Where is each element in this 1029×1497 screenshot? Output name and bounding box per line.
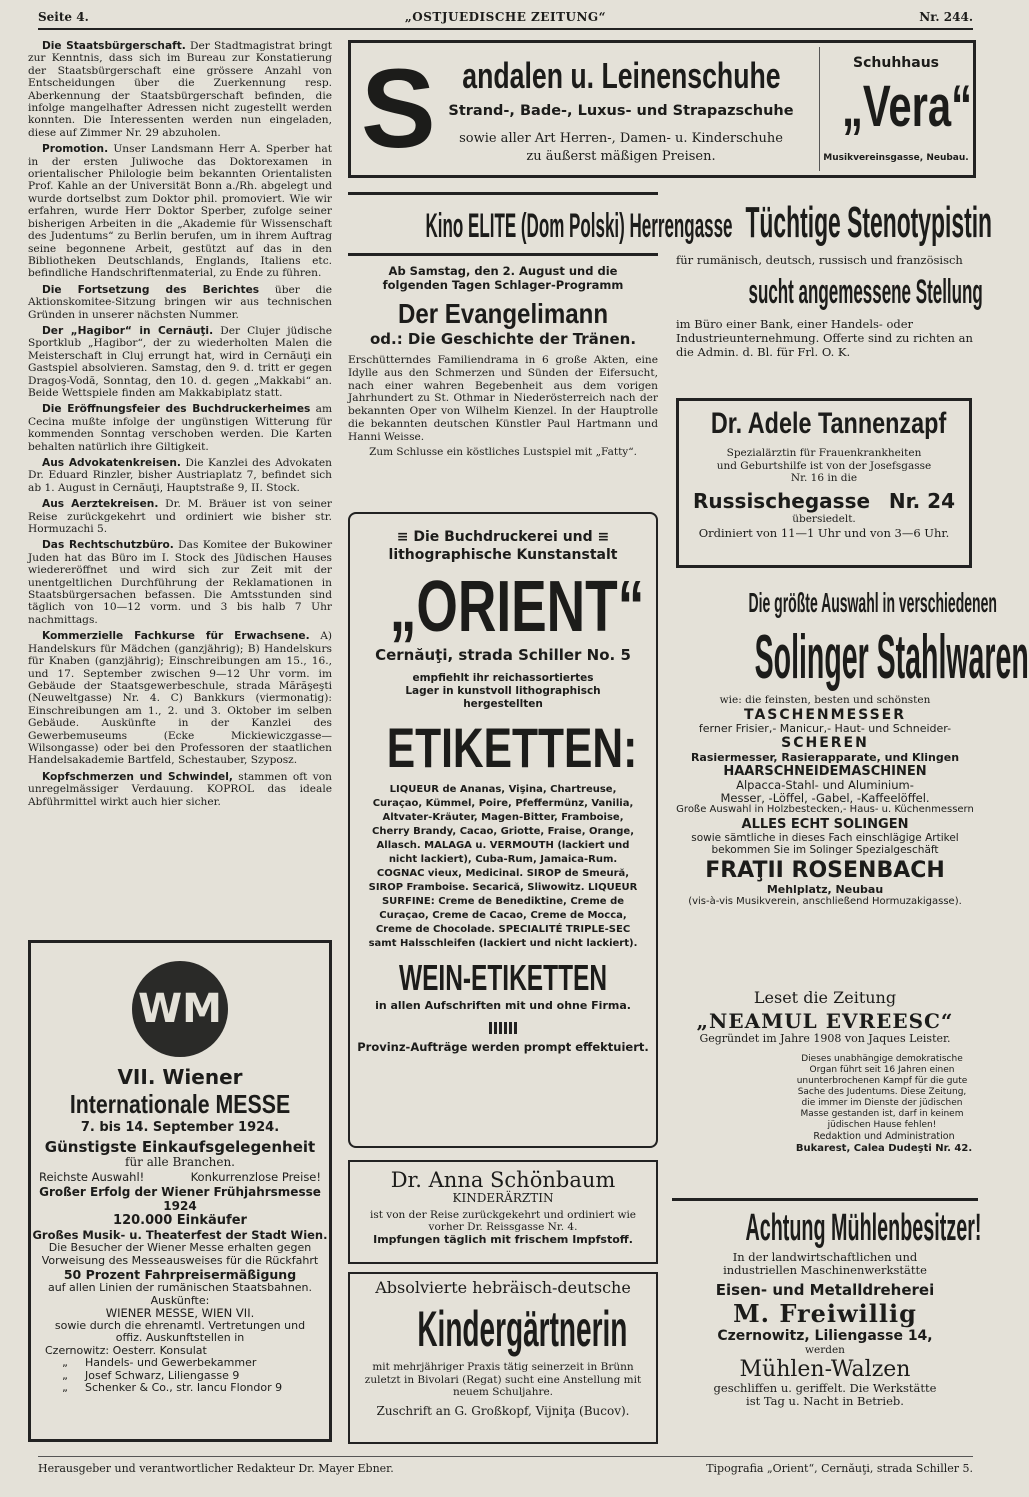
messe-offer: Günstigste Einkaufsgelegenheit bbox=[44, 1138, 316, 1156]
newspaper-title: „OSTJUEDISCHE ZEITUNG“ bbox=[404, 10, 607, 24]
kino-title: Kino ELITE (Dom Polski) Herrengasse bbox=[425, 207, 733, 245]
messe-agent-name: Handels- und Gewerbekammer bbox=[85, 1356, 257, 1369]
doctor-text: ist von der Reise zurückgekehrt und ordiniert wie vorher Dr. Reissgasse Nr. 4. bbox=[370, 1208, 637, 1233]
muehlen-l2: Eisen- und Metalldreherei bbox=[715, 1281, 935, 1299]
steno-title: Tüchtige Stenotypistin bbox=[745, 198, 993, 247]
steno-seeks: sucht angemessene Stellung bbox=[748, 272, 983, 311]
news-item bbox=[28, 143, 332, 279]
rule bbox=[348, 192, 658, 195]
sandalen-sub2: sowie aller Art Herren-, Damen- u. Kinderschuhe bbox=[459, 131, 783, 146]
muehlen-addr: Czernowitz, Liliengasse 14, bbox=[717, 1328, 933, 1344]
orient-footer: Provinz-Aufträge werden prompt effektuiert. bbox=[357, 1040, 649, 1054]
solingen-l6: HAARSCHNEIDEMASCHINEN bbox=[723, 764, 927, 779]
steno-langs: für rumänisch, deutsch, russisch und französisch bbox=[676, 253, 963, 267]
issue-number: Nr. 244. bbox=[919, 10, 973, 24]
news-item bbox=[28, 539, 332, 626]
news-column bbox=[28, 40, 332, 930]
kino-film-sub: od.: Die Geschichte der Tränen. bbox=[369, 330, 637, 348]
news-text: Der Clujer jüdische Sportklub „Hagibor“, der zu wiederholten Malen die Meisterschaft in Cluj errungt hat, wird in Cernăuţi ein Gastspiel absolvieren. Samstag, den 9. d. tritt er gegen Dragoş-Vodă, Sonntag, den 10. d. gegen „Makkabi“ an. Beide Wettspiele finden am Makkabiplatz statt. bbox=[28, 324, 332, 399]
tannenzapf-moved: übersiedelt. bbox=[792, 512, 856, 525]
messe-agent-name: Josef Schwarz, Liliengasse 9 bbox=[85, 1368, 240, 1382]
news-item bbox=[28, 325, 332, 399]
news-headline: Aus Aerztekreisen. bbox=[42, 498, 159, 511]
muehlen-walzen: Mühlen-Walzen bbox=[739, 1356, 911, 1382]
orient-list: LIQUEUR de Ananas, Vişina, Chartreuse, Curaçao, Kümmel, Poire, Pfeffermünz, Vanilia, Altvater-Kräuter, Magen-Bitter, Framboise, Cherry Brandy, Cacao, Griotte, Fraise, Orange, Allasch. MALAGA u. VERMOUTH (lackiert und nicht lackiert), Cuba-Rum, Jamaica-Rum. COGNAC vieux, Medicinal. SIROP de Smeură, SIROP Framboise. Secarică, Sliwowitz. LIQUEUR SURFINE: Creme de Benediktine, Creme de Curaçao, Creme de Cacao, Creme de Mocca, Creme de Chocolade. SPECIALITÉ TRIPLE-SEC samt Halsschleifen (lackiert und nicht lackiert). bbox=[368, 784, 638, 949]
solingen-l7: Alpacca-Stahl- und Aluminium- bbox=[736, 778, 914, 792]
page-number: Seite 4. bbox=[38, 10, 89, 24]
news-headline: Das Rechtschutzbüro. bbox=[42, 539, 174, 552]
solingen-title: Solinger Stahlwaren bbox=[754, 623, 1029, 692]
wiener-messe-ad bbox=[28, 940, 332, 1442]
news-text: am Cecina mußte infolge der ungünstigen Witterung für kommenden Sonntag verschoben werden. Die Karten behalten natürlich ihre Giltigkeit. bbox=[28, 403, 332, 453]
steno-text: im Büro einer Bank, einer Handels- oder Industrieunternehmung. Offerte sind zu richten an die Admin. d. Bl. für Frl. O. K. bbox=[676, 316, 973, 359]
kindergarten-ad bbox=[348, 1272, 658, 1444]
rule bbox=[348, 253, 658, 256]
solingen-l2: TASCHENMESSER bbox=[743, 706, 907, 723]
orient-etiketten: ETIKETTEN: bbox=[386, 716, 638, 779]
news-text: Dr. M. Bräuer ist von seiner Reise zurückgekehrt und ordiniert wie bisher str. Hormuzachi 5. bbox=[28, 498, 332, 536]
solingen-l5: Rasiermesser, Rasierapparate, und Klingen bbox=[690, 751, 960, 764]
neamul-head: Leset die Zeitung bbox=[753, 988, 897, 1007]
sandalen-title: andalen u. Leinenschuhe bbox=[462, 55, 781, 96]
messe-agent bbox=[45, 1382, 329, 1395]
news-item bbox=[28, 284, 332, 321]
divider bbox=[819, 47, 820, 171]
sandalen-initial: S bbox=[361, 46, 436, 171]
kino-dates: Ab Samstag, den 2. August und die folgenden Tagen Schlager-Programm bbox=[382, 264, 624, 292]
solingen-l11: sowie sämtliche in dieses Fach einschlägige Artikel bekommen Sie im Solinger Spezialgeschäft bbox=[691, 831, 959, 856]
tannenzapf-name: Dr. Adele Tannenzapf bbox=[710, 407, 947, 440]
kino-film: Der Evangelimann bbox=[397, 298, 609, 329]
neamul-founded: Gegründet im Jahre 1908 von Jaques Leister. bbox=[699, 1032, 951, 1045]
doctor-name: Dr. Anna Schönbaum bbox=[390, 1168, 616, 1192]
orient-address: Cernăuţi, strada Schiller No. 5 bbox=[375, 646, 631, 664]
solingen-head: Die größte Auswahl in verschiedenen bbox=[748, 587, 997, 618]
news-text: über die Aktionskomitee-Sitzung bringen wir aus technischen Gründen in unserer nächsten Nummer. bbox=[28, 283, 332, 321]
news-text: A) Handelskurs für Mädchen (ganzjährig); B) Handelskurs für Knaben (ganzjährig); Einschreibungen am 15., 16., und 17. September zwischen 9—12 Uhr vorm. im Gebäude der Staatsgewerbeschule, strada Mărăşeşti (Neuweltgasse) Nr. 4. C) Bankkurs (viermonatig): Einschreibungen am 1., 2. und 3. Oktober im selben Gebäude. Auskünfte in der Kanzlei des Gewerbemuseums (Ecke Mickiewiczgasse—Wilsongasse) oder bei den Professoren der staatlichen Handelsakademie Bartfeld, Schestauber, Szyposz. bbox=[28, 630, 332, 767]
news-headline: Kommerzielle Fachkurse für Erwachsene. bbox=[42, 630, 310, 643]
ornament-icon bbox=[489, 1022, 517, 1034]
shop-name: „Vera“ bbox=[842, 74, 973, 139]
news-item bbox=[28, 498, 332, 535]
muehlen-title: Achtung Mühlenbesitzer! bbox=[745, 1207, 982, 1249]
solingen-l9: Große Auswahl in Holzbestecken,- Haus- u. Küchenmessern bbox=[676, 804, 974, 815]
messe-logo: WM bbox=[132, 961, 228, 1057]
footer-printer: Tipografia „Orient“, Cernăuţi, strada Schiller 5. bbox=[706, 1462, 973, 1475]
news-text: stammen oft von unregelmässiger Verdauung. KOPROL das ideale Abführmittel wirkt auch hier sicher. bbox=[28, 770, 332, 808]
ditto-mark: „ bbox=[62, 1368, 68, 1382]
solingen-l4: SCHEREN bbox=[781, 735, 869, 751]
ditto-mark: „ bbox=[62, 1381, 68, 1394]
tannenzapf-hours: Ordiniert von 11—1 Uhr und von 3—6 Uhr. bbox=[698, 526, 950, 540]
schoenbaum-ad bbox=[348, 1160, 658, 1264]
messe-agents bbox=[31, 1357, 329, 1395]
messe-info-label: Auskünfte: bbox=[150, 1293, 210, 1307]
kino-end: Zum Schlusse ein köstliches Lustspiel mit „Fatty“. bbox=[369, 445, 637, 458]
neamul-addr: Bukarest, Calea Dudeşti Nr. 42. bbox=[795, 1142, 973, 1154]
muehlen-l3: geschliffen u. geriffelt. Die Werkstätte ist Tag u. Nacht in Betrieb. bbox=[713, 1380, 937, 1408]
news-text: Der Stadtmagistrat bringt zur Kenntnis, dass sich im Bureau zur Konstatierung der Staatsbürgerschaft eine grössere Anzahl von Entscheidungen über die Zuerkennung resp. Aberkennung der Staatsbürgerschaft befinden, die infolge mangelhafter Adressen nicht zugestellt werden konnten. Die Interessenten werden nun eingeladen, diese auf Zimmer Nr. 29 abzuholen. bbox=[28, 40, 332, 139]
messe-branches: für alle Branchen. bbox=[125, 1155, 235, 1169]
sandalen-sub1: Strand-, Bade-, Luxus- und Strapazschuhe bbox=[448, 103, 794, 119]
solingen-l1: wie: die feinsten, besten und schönsten bbox=[719, 694, 931, 706]
messe-buyers: 120.000 Einkäufer bbox=[113, 1213, 247, 1228]
orient-wein: WEIN-ETIKETTEN bbox=[398, 957, 608, 998]
news-item bbox=[28, 40, 332, 139]
news-headline: Der „Hagibor“ in Cernăuţi. bbox=[42, 324, 214, 337]
messe-choice bbox=[31, 1169, 329, 1186]
news-item bbox=[28, 630, 332, 766]
ditto-mark: „ bbox=[62, 1356, 68, 1369]
doctor-impf: Impfungen täglich mit frischem Impfstoff. bbox=[373, 1232, 633, 1246]
messe-czernowitz: Czernowitz: Oesterr. Konsulat bbox=[45, 1343, 207, 1357]
messe-edition: VII. Wiener bbox=[117, 1065, 243, 1089]
messe-representations: sowie durch die ehrenamtl. Vertretungen und offiz. Auskunftstellen in bbox=[54, 1318, 306, 1344]
messe-address: WIENER MESSE, WIEN VII. bbox=[105, 1306, 255, 1320]
orient-wein-sub: in allen Aufschriften mit und ohne Firma. bbox=[375, 999, 631, 1012]
solingen-name: FRAŢII ROSENBACH bbox=[705, 857, 945, 883]
muehlen-name: M. Freiwillig bbox=[733, 1299, 917, 1328]
news-headline: Die Fortsetzung des Berichtes bbox=[42, 283, 260, 296]
solingen-ad bbox=[672, 584, 1029, 982]
news-item bbox=[28, 457, 332, 494]
news-item bbox=[28, 771, 332, 808]
footer-editor: Herausgeber und verantwortlicher Redakteur Dr. Mayer Ebner. bbox=[38, 1462, 394, 1475]
orient-name: „ORIENT“ bbox=[389, 567, 645, 647]
solingen-addr: Mehlplatz, Neubau bbox=[766, 882, 884, 896]
page-header bbox=[38, 6, 973, 30]
news-headline: Die Staatsbürgerschaft. bbox=[42, 40, 186, 52]
orient-offer: empfiehlt ihr reichassortiertes Lager in kunstvoll lithographisch hergestellten bbox=[405, 672, 601, 710]
news-text: Die Kanzlei des Advokaten Dr. Eduard Rinzler, bisher Austriaplatz 7, befindet sich ab 1. August in Cernăuţi, Hauptstraße 9, II. Stock. bbox=[28, 457, 332, 494]
messe-choice-left: Reichste Auswahl! bbox=[39, 1169, 145, 1184]
muehlen-l1: In der landwirtschaftlichen und industriellen Maschinenwerkstätte bbox=[723, 1250, 927, 1277]
kg-title: Kindergärtnerin bbox=[417, 1301, 628, 1357]
news-headline: Aus Advokatenkreisen. bbox=[42, 457, 181, 469]
news-headline: Kopfschmerzen und Schwindel, bbox=[42, 770, 233, 783]
kg-contact: Zuschrift an G. Großkopf, Vijniţa (Bucov). bbox=[376, 1403, 630, 1418]
kino-description: Erschütterndes Familiendrama in 6 große Akten, eine Idylle aus den Schmerzen und Sünden der Eifersucht, nach einer wahren Begebenheit aus dem vorigen Jahrhundert zu St. Othmar in Niederösterreich nach der bekannten Oper von Wilhelm Kienzel. In der Hauptrolle die bekannten deutschen Künstler Paul Hartmann und Hanni Weisse. bbox=[348, 354, 658, 443]
sandalen-sub3: zu äußerst mäßigen Preisen. bbox=[526, 149, 716, 164]
messe-title: Internationale MESSE bbox=[69, 1089, 291, 1119]
tannenzapf-address bbox=[679, 485, 969, 513]
messe-fest: Großes Musik- u. Theaterfest der Stadt Wien. bbox=[32, 1228, 328, 1242]
page-footer bbox=[38, 1456, 973, 1477]
neamul-red: Redaktion und Administration bbox=[813, 1130, 955, 1142]
solingen-addr2: (vis-à-vis Musikverein, anschließend Hormuzakigasse). bbox=[688, 895, 962, 907]
messe-dates: 7. bis 14. September 1924. bbox=[80, 1120, 280, 1135]
orient-intro: ≡ Die Buchdruckerei und ≡ lithographische Kunstanstalt bbox=[388, 529, 618, 563]
neamul-text: Dieses unabhängige demokratische Organ führt seit 16 Jahren einen ununterbrochenen Kampf für die gute Sache des Judentums. Diese Zeitung, die immer im Dienste der jüdischen Masse gestanden ist, darf in keinem jüdischen Hause fehlen! bbox=[796, 1053, 968, 1130]
messe-agent-name: Schenker & Co., str. Iancu Flondor 9 bbox=[85, 1381, 283, 1394]
kg-text: mit mehrjähriger Praxis tätig seinerzeit in Brünn zuletzt in Bivolari (Regat) sucht eine Anstellung mit neuem Schuljahre. bbox=[364, 1361, 642, 1398]
steno-ad bbox=[672, 192, 993, 376]
news-headline: Promotion. bbox=[42, 143, 109, 156]
doctor-role: KINDERÄRZTIN bbox=[452, 1191, 554, 1205]
kg-head: Absolvierte hebräisch-deutsche bbox=[375, 1278, 631, 1297]
neamul-ad bbox=[672, 988, 978, 1190]
messe-discount: 50 Prozent Fahrpreisermäßigung bbox=[63, 1267, 297, 1282]
messe-choice-right: Konkurrenzlose Preise! bbox=[190, 1169, 321, 1184]
news-text: Unser Landsmann Herr A. Sperber hat in der ersten Juliwoche das Doktorexamen in orientalischer Philologie beim bekannten Orientalisten Prof. Kahle an der Universität Bonn a./Rh. abgelegt und wurde dortselbst zum Doktor phil. promoviert. Wie wir erfahren, wurde Herr Doktor Sperber, zufolge seiner bisherigen Arbeiten in die „Akademie für Wissenschaft des Judentums“ zu Berlin berufen, um in ihrem Auftrag seine begonnene Arbeit, gestützt auf das in den Bibliotheken Deutschlands, Englands, Italiens etc. befindliche Handschriftenmaterial, zu Ende zu führen. bbox=[28, 143, 333, 280]
tannenzapf-text: Spezialärztin für Frauenkrankheiten und Geburtshilfe ist von der Josefsgasse Nr. 16 in die bbox=[716, 447, 932, 484]
kino-ad bbox=[348, 192, 733, 492]
news-text: Das Komitee der Bukowiner Juden hat das Büro im I. Stock des Jüdischen Hauses wiedereröffnet und wird sich zur Zeit mit der unentgeltlichen Durchführung der Reklamationen in Staatsbürgersachen befassen. Die Amtsstunden sind täglich von 10—12 vorm. und 3 bis halb 7 Uhr nachmittags. bbox=[28, 539, 333, 626]
messe-success: Großer Erfolg der Wiener Frühjahrsmesse 1924 bbox=[39, 1185, 321, 1213]
orient-ad bbox=[348, 512, 658, 1148]
messe-visitors: Die Besucher der Wiener Messe erhalten gegen Vorweisung des Messeausweises für die Rückfahrt bbox=[41, 1241, 319, 1267]
neamul-title: „NEAMUL EVREESC“ bbox=[696, 1009, 954, 1033]
tannenzapf-ad bbox=[676, 398, 972, 568]
muehlen-ad bbox=[672, 1198, 982, 1444]
tannenzapf-nr: Nr. 24 bbox=[888, 488, 955, 513]
shop-label: Schuhhaus bbox=[853, 55, 939, 71]
messe-lines: auf allen Linien der rumänischen Staatsbahnen. bbox=[47, 1281, 313, 1294]
news-headline: Die Eröffnungsfeier des Buchdruckerheimes bbox=[42, 403, 311, 416]
solingen-l10: ALLES ECHT SOLINGEN bbox=[741, 816, 909, 832]
news-item bbox=[28, 403, 332, 453]
solingen-l3: ferner Frisier,- Manicur,- Haut- und Schneider- bbox=[698, 721, 952, 735]
solingen-l8: Messer, -Löffel, -Gabel, -Kaffeelöffel. bbox=[720, 790, 930, 805]
shop-address: Musikvereinsgasse, Neubau. bbox=[823, 153, 969, 163]
sandalen-ad bbox=[348, 40, 976, 178]
tannenzapf-street: Russischegasse bbox=[693, 488, 871, 513]
rule bbox=[672, 1198, 978, 1201]
muehlen-werden: werden bbox=[805, 1344, 845, 1356]
